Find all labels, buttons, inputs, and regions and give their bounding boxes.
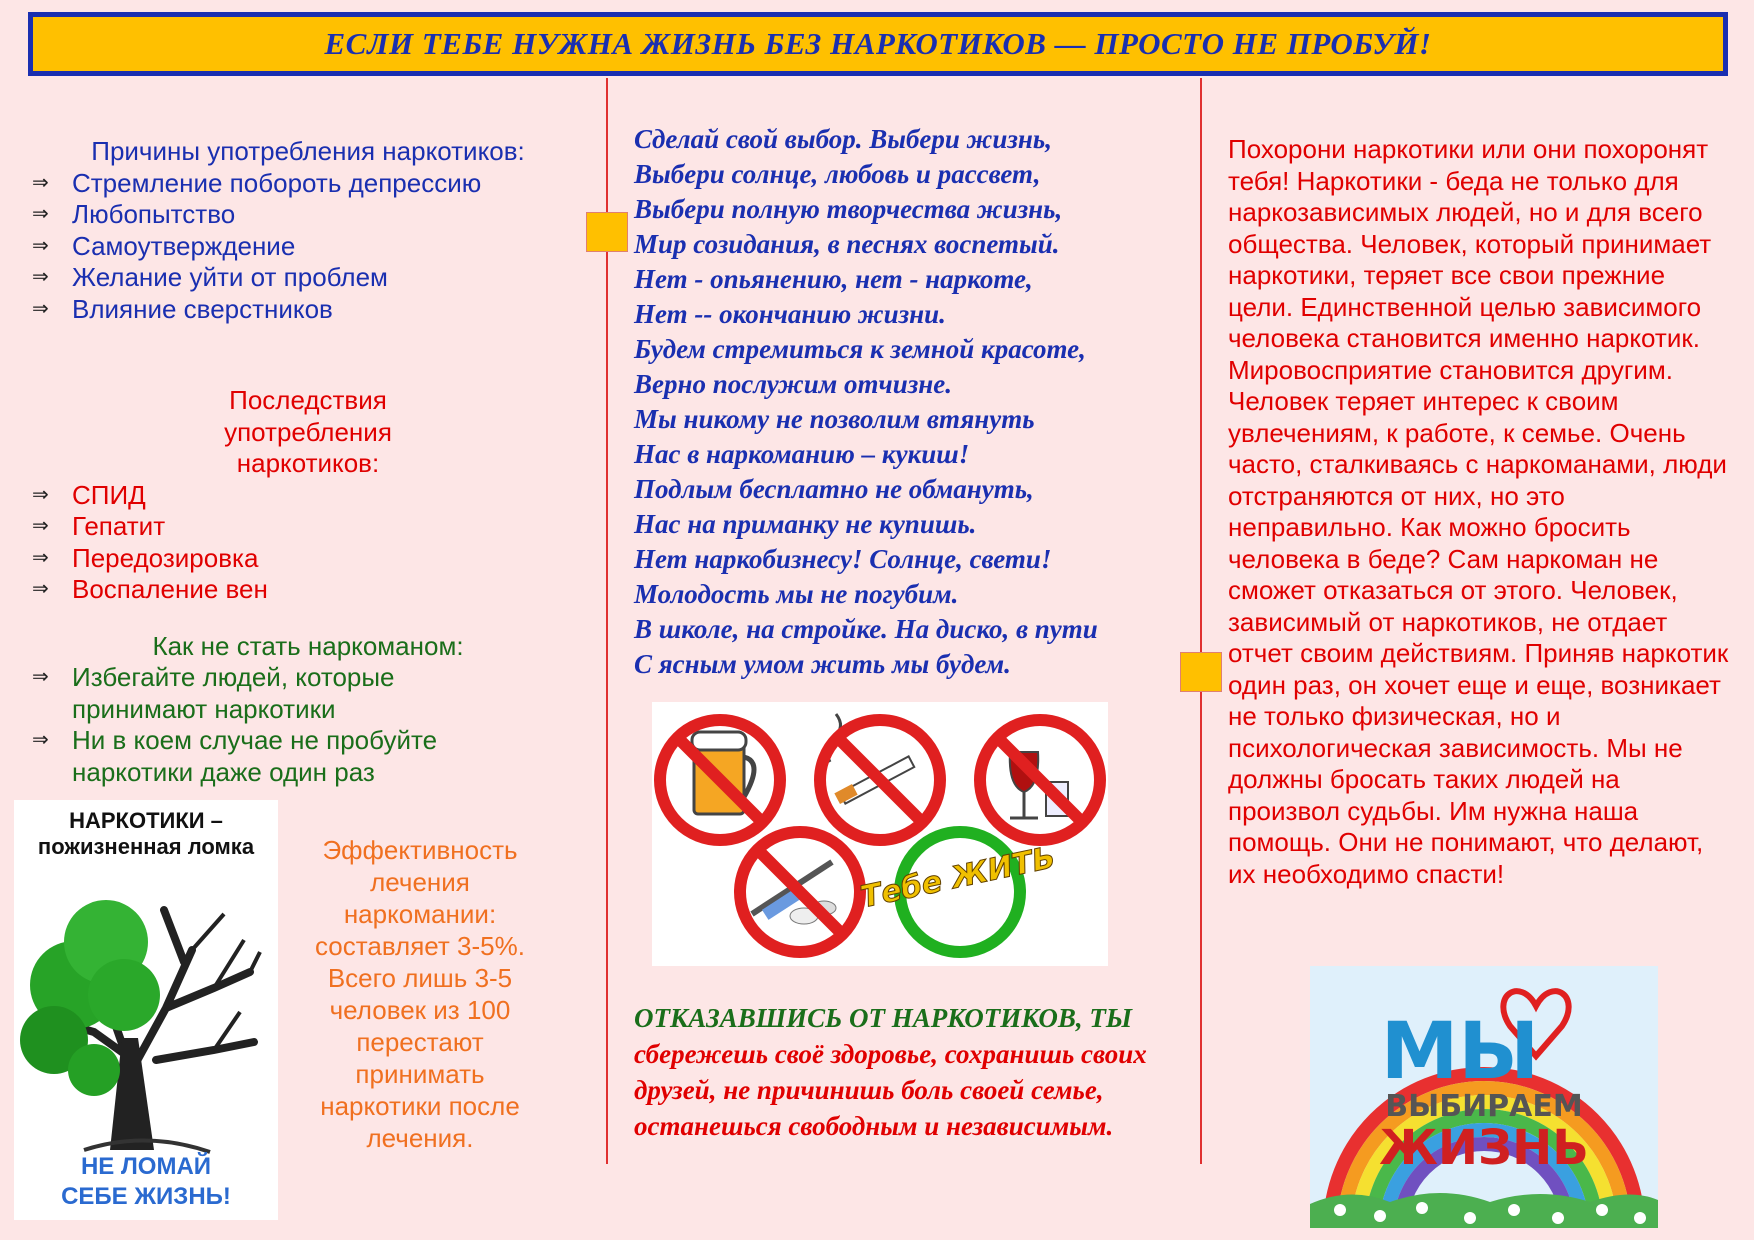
consequences-list — [28, 480, 588, 606]
effectiveness-text: Эффективность лечения наркомании: составляет 3-5%. Всего лишь 3-5 человек из 100 перестают принимать наркотики после лечения. — [315, 835, 525, 1153]
logo-line-2: ВЫБИРАЕМ — [1385, 1089, 1583, 1124]
we-choose-life-logo — [1310, 966, 1658, 1228]
life-badge-text: Тебе ЖИТЬ — [857, 840, 1059, 916]
list-item: ⇒ Самоутверждение — [28, 231, 588, 263]
howto-heading: Как не стать наркоманом: — [152, 630, 464, 661]
divider-marker-left — [586, 212, 628, 252]
poem-line: В школе, на стройке. На диско, в пути — [634, 614, 1098, 644]
list-item: ⇒ Стремление побороть депрессию — [28, 168, 588, 200]
column-divider-right — [1200, 78, 1202, 1164]
poem — [634, 122, 1194, 682]
right-column-text: Похорони наркотики или они похоронят тебя! Наркотики - беда не только для наркозависимых людей, но и для всего общества. Человек, который принимает наркотики, теряет все свои прежние цели. Единственной целью зависимого человека становится именно наркотик. Мировосприятие становится другим. Человек теряет интерес к своим увлечениям, к работе, к семье. Очень часто, сталкиваясь с наркоманами, люди отстраняются от них, но это неправильно. Как можно бросить человека в беде? Сам наркоман не сможет отказаться от этого. Человек, зависимый от наркотиков, не отдает отчет своим действиям. Приняв наркотик один раз, он хочет еще и еще, возникает не только физическая, но и психологическая зависимость. Мы не должны бросать таких людей на произвол судьбы. Им нужна наша помощь. Они не понимают, что делают, их необходимо спасти! — [1228, 134, 1729, 889]
logo-line-1: МЫ — [1380, 1007, 1540, 1097]
list-item: ⇒ Желание уйти от проблем — [28, 262, 588, 294]
poem-line: Мы никому не позволим втянуть — [634, 404, 1035, 434]
no-beer-icon — [660, 720, 780, 840]
poem-line: Сделай свой выбор. Выбери жизнь, — [634, 124, 1053, 154]
list-item: ⇒ Воспаление вен — [28, 574, 588, 606]
poem-line: Нет - опьянению, нет - наркоте, — [634, 264, 1033, 294]
poem-line: Мир созидания, в песнях воспетый. — [634, 229, 1060, 259]
poem-line: Нас на приманку не купишь. — [634, 509, 977, 539]
howto-list — [28, 662, 588, 788]
list-item: ⇒ Ни в коем случае не пробуйте наркотики даже один раз — [28, 725, 498, 788]
poem-line: С ясным умом жить мы будем. — [634, 649, 1011, 679]
list-item: ⇒ Передозировка — [28, 543, 588, 575]
no-smoking-icon — [820, 714, 940, 840]
header-banner — [28, 12, 1728, 76]
tree-poster-top-text: НАРКОТИКИ – пожизненная ломка — [37, 808, 255, 859]
rainbow-logo-graphic — [1310, 966, 1658, 1228]
tree-poster — [14, 800, 278, 1220]
poem-line: Нас в наркоманию – кукиш! — [634, 439, 970, 469]
poem-line: Выбери полную творчества жизнь, — [634, 194, 1063, 224]
conclusion-body: сбережешь своё здоровье, сохранишь своих друзей, не причинишь боль своей семье, останешься свободным и независимым. — [634, 1039, 1147, 1141]
poem-line: Нет -- окончанию жизни. — [634, 299, 946, 329]
reasons-heading: Причины употребления наркотиков: — [91, 136, 525, 166]
banner-title: ЕСЛИ ТЕБЕ НУЖНА ЖИЗНЬ БЕЗ НАРКОТИКОВ — ПРОСТО НЕ ПРОБУЙ! — [324, 26, 1432, 61]
left-column — [28, 136, 588, 788]
poem-line: Верно послужим отчизне. — [634, 369, 952, 399]
poem-line: Нет наркобизнесу! Солнце, свети! — [634, 544, 1052, 574]
reasons-list — [28, 168, 588, 326]
prohibition-signs — [652, 702, 1108, 966]
list-item: ⇒ СПИД — [28, 480, 588, 512]
no-alcohol-icon — [980, 720, 1100, 840]
poem-line: Подлым бесплатно не обмануть, — [634, 474, 1034, 504]
consequences-heading: Последствия употребления наркотиков: — [224, 385, 392, 478]
prohibition-signs-graphic — [652, 702, 1108, 966]
logo-line-3: ЖИЗНЬ — [1379, 1120, 1589, 1176]
list-item: ⇒ Избегайте людей, которые принимают наркотики — [28, 662, 498, 725]
poem-line: Выбери солнце, любовь и рассвет, — [634, 159, 1041, 189]
conclusion-lead: ОТКАЗАВШИСЬ ОТ НАРКОТИКОВ, ТЫ — [634, 1003, 1132, 1033]
conclusion-text — [634, 1000, 1174, 1144]
no-drugs-icon — [740, 832, 860, 952]
poem-line: Будем стремиться к земной красоте, — [634, 334, 1086, 364]
list-item: ⇒ Влияние сверстников — [28, 294, 588, 326]
poem-line: Молодость мы не погубим. — [634, 579, 959, 609]
list-item: ⇒ Любопытство — [28, 199, 588, 231]
life-badge — [858, 832, 1059, 952]
list-item: ⇒ Гепатит — [28, 511, 588, 543]
tree-poster-bottom-text: НЕ ЛОМАЙ СЕБЕ ЖИЗНЬ! — [61, 1153, 231, 1210]
